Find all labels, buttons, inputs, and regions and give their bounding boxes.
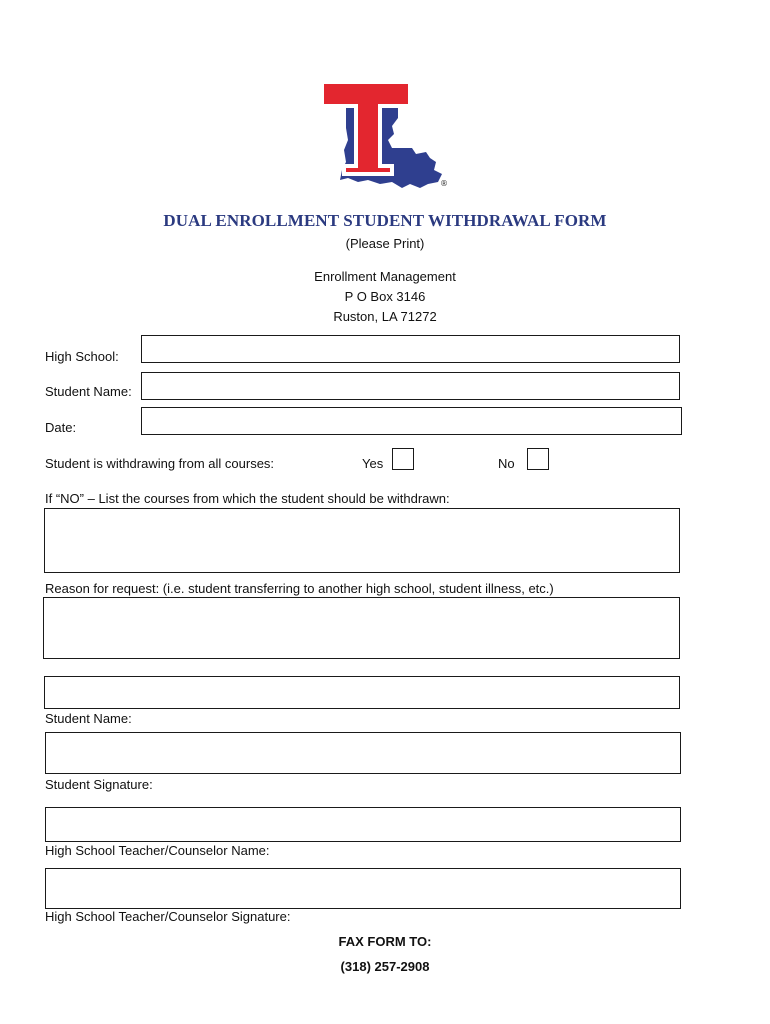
teacher-name-field[interactable] <box>45 807 681 842</box>
date-field[interactable] <box>141 407 682 435</box>
fax-number: (318) 257-2908 <box>340 959 430 974</box>
yes-label: Yes <box>362 456 384 471</box>
fax-label: FAX FORM TO: <box>338 934 432 949</box>
student-name-label: Student Name: <box>45 384 132 399</box>
registered-mark: ® <box>440 179 448 188</box>
list-courses-label: If “NO” – List the courses from which the student should be withdrawn: <box>45 491 450 506</box>
louisiana-tech-logo <box>318 78 454 198</box>
date-label: Date: <box>45 420 77 435</box>
high-school-field[interactable] <box>141 335 680 363</box>
address-line-3: Ruston, LA 71272 <box>333 309 437 324</box>
student-name-field-2[interactable] <box>44 676 680 709</box>
high-school-label: High School: <box>45 349 119 364</box>
reason-label: Reason for request: (i.e. student transferring to another high school, student illness, etc.) <box>45 581 554 596</box>
no-label: No <box>498 456 515 471</box>
address-line-1: Enrollment Management <box>314 269 456 284</box>
teacher-signature-label: High School Teacher/Counselor Signature: <box>45 909 291 924</box>
student-signature-field[interactable] <box>45 732 681 774</box>
reason-field[interactable] <box>43 597 680 659</box>
form-subtitle: (Please Print) <box>345 236 425 251</box>
logo-graphic <box>318 78 454 198</box>
teacher-name-label: High School Teacher/Counselor Name: <box>45 843 270 858</box>
yes-checkbox[interactable] <box>392 448 414 470</box>
student-signature-label: Student Signature: <box>45 777 153 792</box>
form-title: DUAL ENROLLMENT STUDENT WITHDRAWAL FORM <box>163 211 607 230</box>
no-checkbox[interactable] <box>527 448 549 470</box>
student-name-field[interactable] <box>141 372 680 400</box>
teacher-signature-field[interactable] <box>45 868 681 909</box>
withdrawing-all-label: Student is withdrawing from all courses: <box>45 456 275 471</box>
address-line-2: P O Box 3146 <box>344 289 426 304</box>
student-name-label-2: Student Name: <box>45 711 132 726</box>
courses-list-field[interactable] <box>44 508 680 573</box>
